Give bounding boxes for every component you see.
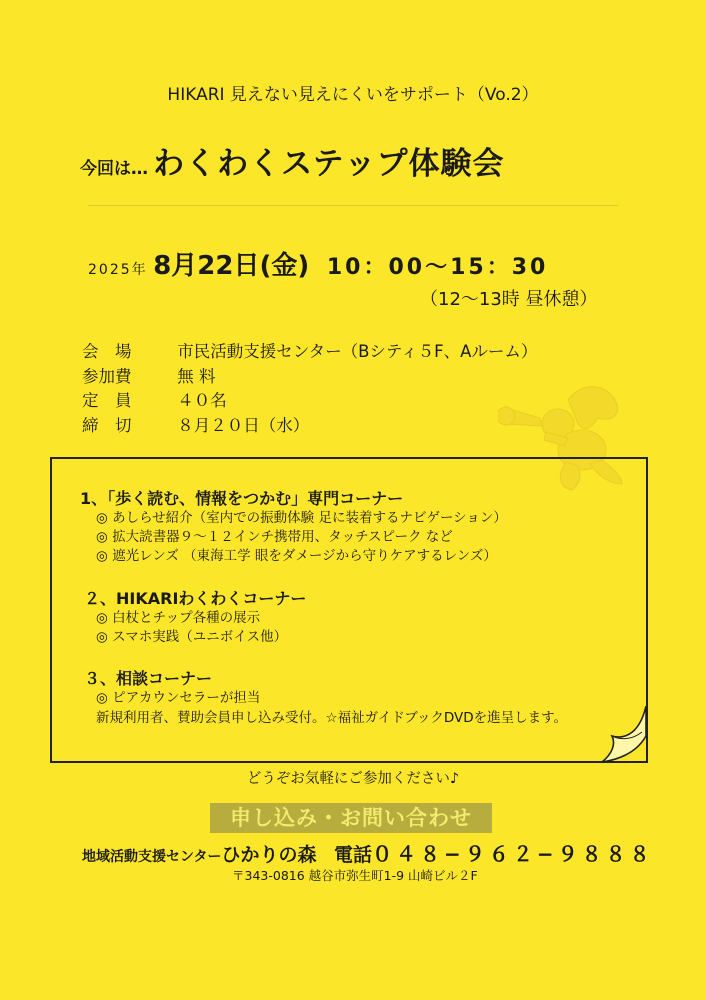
section-item: 新規利用者、賛助会員申し込み受付。☆福祉ガイドブックDVDを進呈します。 [96, 710, 568, 726]
event-date-row [88, 245, 548, 282]
info-value: 無 料 [177, 366, 216, 386]
event-info [82, 340, 537, 438]
section-title: ２、HIKARIわくわくコーナー [84, 589, 307, 608]
info-row-capacity [82, 389, 537, 414]
info-value: ８月２０日（水） [177, 415, 310, 435]
info-label: 定 員 [82, 391, 132, 410]
event-year: 2025年 [88, 262, 148, 278]
org-name: ひかりの森 [221, 844, 317, 866]
event-time: 10：00〜15：30 [326, 255, 549, 280]
info-row-deadline [82, 414, 537, 439]
section-title: 1、「歩く読む、情報をつかむ」専門コーナー [80, 489, 404, 508]
title-main: わくわくステップ体験会 [153, 146, 505, 182]
title-prefix: 今回は… [80, 159, 148, 179]
apply-banner: 申し込み・お問い合わせ [210, 803, 492, 833]
contact-row [82, 838, 654, 867]
closing-message: どうぞお気軽にご参加ください♪ [246, 771, 460, 787]
section-title: ３、相談コーナー [84, 669, 213, 688]
address: 〒343-0816 越谷市弥生町1-9 山崎ビル２F [232, 868, 478, 883]
section-item: ◎ あしらせ紹介（室内での振動体験 足に装着するナビゲーション） [96, 510, 507, 526]
info-label: 締 切 [82, 415, 132, 435]
info-row-fee [82, 365, 537, 390]
section-item: ◎ スマホ実践（ユニボイス他） [96, 629, 288, 645]
org-prefix: 地域活動支援センター [82, 849, 222, 865]
event-date: 8月22日(金) [153, 251, 310, 281]
page-title [80, 138, 504, 183]
subtitle: HIKARI 見えない見えにくいをサポート（Vo.2） [167, 85, 539, 105]
info-label: 参加費 [82, 366, 132, 386]
info-row-venue [82, 340, 537, 365]
section-item: ◎ 白杖とチップ各種の展示 [96, 610, 261, 626]
info-value: 市民活動支援センター（Bシティ５F、Aルーム） [177, 342, 538, 361]
section-item: ◎ ピアカウンセラーが担当 [96, 690, 261, 706]
phone-number: ０４８−９６２−９８８８ [372, 842, 654, 866]
page-curl-icon [596, 706, 648, 762]
info-label: 会 場 [82, 342, 132, 361]
section-item: ◎ 拡大読書器９〜１２インチ携帯用、タッチスピーク など [96, 529, 453, 545]
phone-label: 電話 [334, 844, 373, 866]
divider [88, 205, 618, 206]
section-item: ◎ 遮光レンズ （東海工学 眼をダメージから守りケアするレンズ） [96, 548, 497, 564]
break-time: （12〜13時 昼休憩） [420, 289, 598, 310]
info-value: ４０名 [177, 391, 227, 410]
